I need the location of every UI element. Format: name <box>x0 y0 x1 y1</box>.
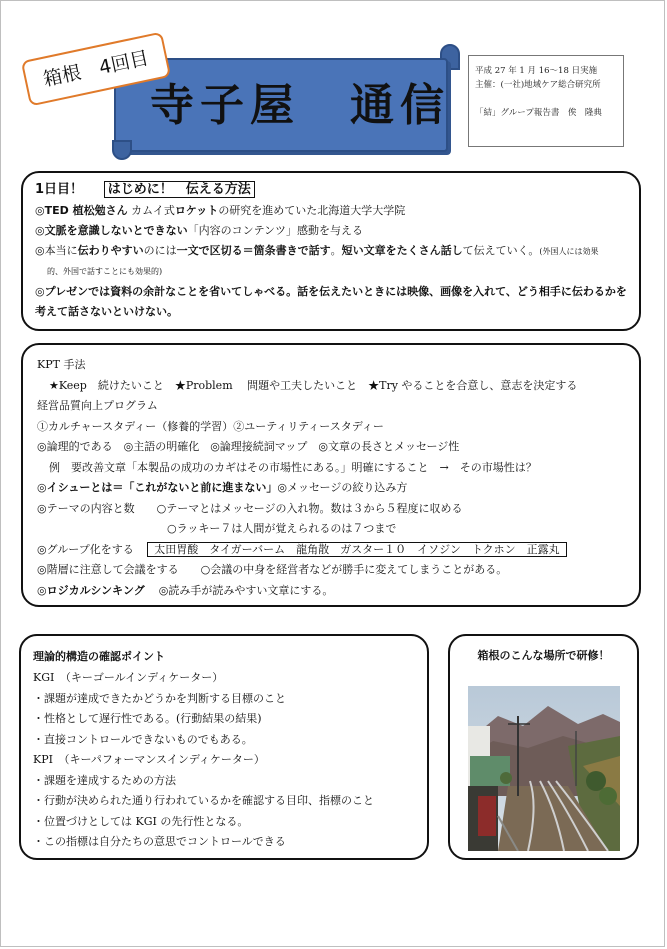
s1-line-1 <box>35 201 627 221</box>
s2-line-10 <box>37 540 627 561</box>
s2-l12-a: ◎ロジカルシンキング <box>37 583 145 597</box>
day-label: 1日目！ <box>35 182 84 197</box>
s2-l10-a: ◎グループ化をする <box>37 542 134 556</box>
railway-illustration <box>468 686 620 851</box>
s1-l2-a: ◎文脈を意識しないとできない <box>35 224 188 237</box>
s1-line-2 <box>35 221 627 241</box>
newsletter-title: 寺子屋 通信 <box>150 80 450 131</box>
section1-title: はじめに！ 伝える方法 <box>104 181 255 198</box>
info-spacer <box>475 92 617 106</box>
s2-line-9: ○ラッキー７は人間が覚えられるのは７つまで <box>167 522 397 535</box>
section-day1 <box>21 171 641 331</box>
s2-line-12 <box>37 581 627 602</box>
section-photo <box>448 634 639 860</box>
s3-line: KGI （キーゴールインディケーター） <box>33 671 224 684</box>
s1-l3-h: (外国人には効果 <box>539 247 599 256</box>
info-box <box>468 55 624 147</box>
s2-line-4: ①カルチャースタディー（修養的学習）②ユーティリティースタディー <box>37 419 384 433</box>
s3-line: ・行動が決められた通り行われているかを確認する目印、指標のこと <box>33 794 374 807</box>
s2-l7-b: ◎メッセージの絞り込み方 <box>277 481 408 494</box>
s1-l3-a: ◎本当に <box>35 244 78 257</box>
s2-l12-b: ◎読み手が読みやすい文章にする。 <box>158 583 334 597</box>
info-reporter: 「結」グループ報告書 俟 隆典 <box>475 108 602 118</box>
s2-line-1: KPT 手法 <box>37 358 86 371</box>
hakone-railway-photo <box>468 686 620 851</box>
section1-heading <box>35 179 627 201</box>
banner-curl-left <box>112 140 132 160</box>
s1-l3-f: 短い文章をたくさん話し <box>341 244 463 257</box>
s1-l3-c: のには <box>143 244 177 257</box>
s2-line-8: ◎テーマの内容と数 ○テーマとはメッセージの入れ物。数は３から５程度に収める <box>37 501 463 515</box>
s2-l7-a: ◎イシューとは＝「これがないと前に進まない」 <box>37 481 278 494</box>
s2-line-7 <box>37 478 627 499</box>
s1-line-5: ◎プレゼンでは資料の余計なことを省いてしゃべる。話を伝えたいときには映像、画像を入れて、どう相手に伝わるかを考えて話さないといけない。 <box>35 285 627 318</box>
s2-line-6: 例 要改善文章「本製品の成功のカギはその市場性にある。」明確にすること → その市場性は？ <box>49 460 537 474</box>
s2-line-2: ★Keep 続けたいこと ★Problem 問題や工夫したいこと ★Try やることを合意し、意志を決定する <box>49 378 578 392</box>
s3-title: 理論的構造の確認ポイント <box>33 650 165 663</box>
s3-line: ・課題を達成するための方法 <box>33 773 176 787</box>
s3-line: ・課題が達成できたかどうかを判断する目標のこと <box>33 691 286 705</box>
s1-l1-a: ◎TED 植松勉さん <box>35 204 128 217</box>
s1-line-4: 的、外国で話すことにも効果的) <box>47 267 163 276</box>
s1-l3-b: 伝わりやすい <box>77 244 144 257</box>
s1-l3-e: 。 <box>330 244 342 257</box>
s1-l3-d: 一文で区切る＝箇条書きで話す <box>176 244 331 257</box>
s1-l3-g: て伝えていく。 <box>462 244 540 257</box>
s1-l1-b: カムイ式 <box>131 204 175 217</box>
s3-line: ・性格として遅行性である。(行動結果の結果) <box>33 712 262 725</box>
s1-line-3 <box>35 241 627 262</box>
s2-line-3: 経営品質向上プログラム <box>37 399 158 412</box>
s3-line: ・この指標は自分たちの意思でコントロールできる <box>33 835 286 848</box>
info-organizer: 主催：(一社)地域ケア総合研究所 <box>475 80 601 90</box>
section-kpt <box>21 343 641 607</box>
s1-l2-b: 「内容のコンテンツ」感動を与える <box>187 224 364 237</box>
s3-line: ・直接コントロールできないものでもある。 <box>33 732 253 746</box>
s3-line: ・位置づけとしては KGI の先行性となる。 <box>33 814 249 828</box>
s2-line-5: ◎論理的である ◎主語の明確化 ◎論理接続詞マップ ◎文章の長さとメッセージ性 <box>37 440 460 453</box>
info-date: 平成 27 年 1 月 16～18 日実施 <box>475 66 598 76</box>
s2-line-11: ◎階層に注意して会議をする ○会議の中身を経営者などが勝手に変えてしまうことがある。 <box>37 563 508 576</box>
s1-l1-c: ロケット <box>174 204 219 217</box>
medicine-list: 太田胃酸 タイガーバーム 龍角散 ガスター１０ イソジン トクホン 正露丸 <box>147 542 566 557</box>
session-tag: 箱根 4回目 <box>21 32 171 107</box>
s1-l1-d: の研究を進めていた北海道大学大学院 <box>218 204 406 217</box>
section-kgi-kpi <box>19 634 429 860</box>
s3-line: KPI （キーパフォーマンスインディケーター） <box>33 753 265 766</box>
s4-title: 箱根のこんな場所で研修！ <box>477 649 610 662</box>
